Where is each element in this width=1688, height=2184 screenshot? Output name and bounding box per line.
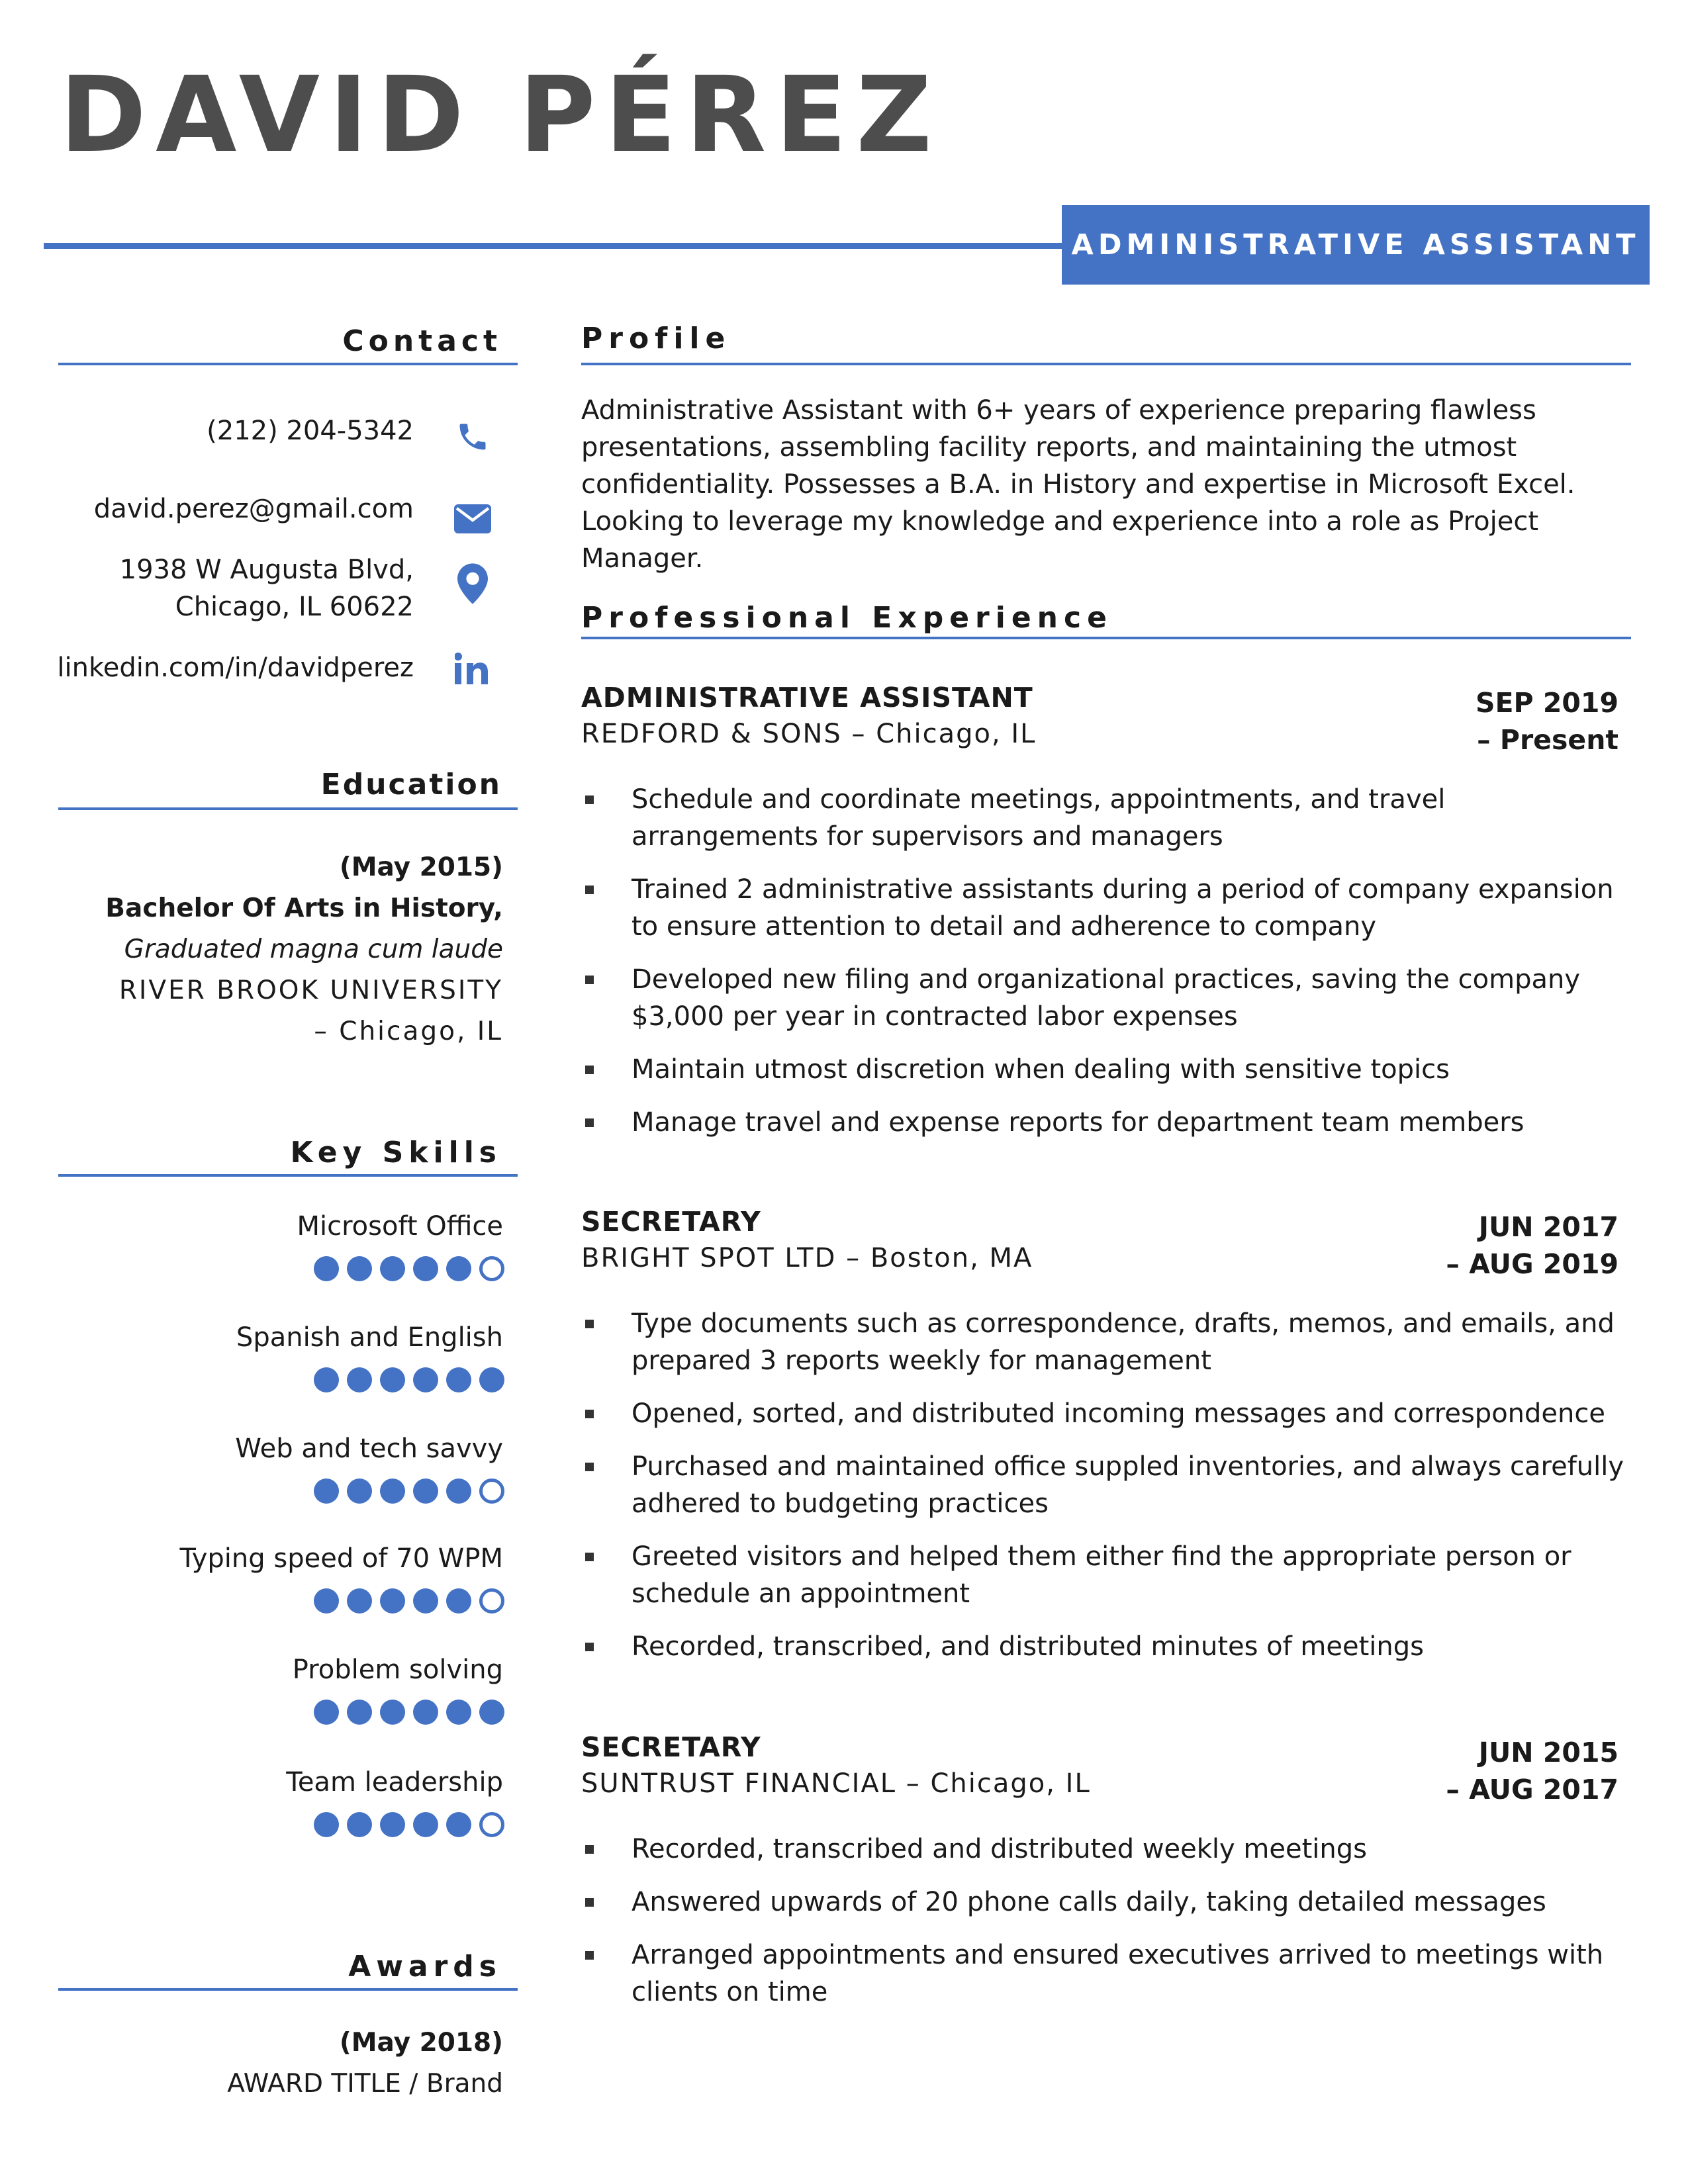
rating-dot-filled — [347, 1812, 372, 1837]
education-location: – Chicago, IL — [314, 1017, 503, 1046]
education-divider — [58, 807, 518, 810]
skill-name: Typing speed of 70 WPM — [179, 1543, 503, 1574]
skill-rating — [314, 1700, 504, 1725]
job-bullet: Type documents such as correspondence, drafts, memos, and emails, and prepared 3 reports weekly for management — [581, 1305, 1627, 1379]
profile-text: Administrative Assistant with 6+ years of experience preparing flawless presentations, assembling facility reports, and maintaining the utmost confidentiality. Possesses a B.A. in History and expertise in Microsoft Excel. Looking to leverage my knowledge and experience into a role as Project Manager. — [581, 395, 1575, 574]
rating-dot-filled — [314, 1812, 339, 1837]
job-date-start: JUN 2017 — [1478, 1211, 1618, 1243]
awards-block — [227, 2023, 503, 2105]
experience-divider — [581, 637, 1631, 639]
education-heading: Education — [320, 768, 502, 801]
skill-name: Spanish and English — [236, 1322, 503, 1353]
rating-dot-filled — [314, 1256, 339, 1281]
contact-divider — [58, 363, 518, 365]
rating-dot-filled — [479, 1700, 504, 1725]
skills-heading: Key Skills — [290, 1136, 502, 1169]
education-block — [105, 847, 503, 1052]
job-title: ADMINISTRATIVE ASSISTANT — [581, 682, 1033, 713]
envelope-icon — [453, 499, 492, 539]
rating-dot-empty — [479, 1479, 504, 1504]
skill-name: Team leadership — [286, 1767, 503, 1797]
job-date-end: – AUG 2019 — [1446, 1248, 1618, 1280]
rating-dot-filled — [380, 1700, 405, 1725]
rating-dot-filled — [314, 1367, 339, 1392]
rating-dot-filled — [380, 1367, 405, 1392]
job-bullet: Maintain utmost discretion when dealing with sensitive topics — [581, 1051, 1627, 1088]
contact-address-line2: Chicago, IL 60622 — [175, 592, 414, 622]
awards-divider — [58, 1988, 518, 1991]
contact-address-line1: 1938 W Augusta Blvd, — [119, 555, 414, 585]
job-date-end: – Present — [1477, 724, 1618, 756]
rating-dot-empty — [479, 1812, 504, 1837]
job-bullet: Greeted visitors and helped them either find the appropriate person or schedule an appointment — [581, 1538, 1627, 1612]
rating-dot-filled — [446, 1700, 471, 1725]
rating-dot-empty — [479, 1256, 504, 1281]
rating-dot-filled — [380, 1479, 405, 1504]
skill-rating — [314, 1367, 504, 1392]
skill-rating — [314, 1812, 504, 1837]
rating-dot-filled — [413, 1812, 438, 1837]
location-pin-icon — [453, 564, 492, 604]
job-bullet: Recorded, transcribed, and distributed minutes of meetings — [581, 1628, 1627, 1665]
skills-divider — [58, 1174, 518, 1177]
skill-name: Problem solving — [292, 1655, 503, 1685]
rating-dot-filled — [413, 1367, 438, 1392]
job-bullets — [581, 1305, 1627, 1681]
candidate-name: DAVID PÉREZ — [60, 54, 941, 176]
job-bullet: Trained 2 administrative assistants during a period of company expansion to ensure attention to detail and adherence to company — [581, 871, 1627, 945]
rating-dot-filled — [446, 1367, 471, 1392]
job-company: SUNTRUST FINANCIAL – Chicago, IL — [581, 1768, 1091, 1799]
rating-dot-filled — [479, 1367, 504, 1392]
rating-dot-filled — [413, 1479, 438, 1504]
profile-divider — [581, 363, 1631, 365]
job-title-banner-label: ADMINISTRATIVE ASSISTANT — [1071, 228, 1640, 261]
award-date: (May 2018) — [339, 2028, 503, 2058]
profile-heading: Profile — [581, 322, 731, 355]
rating-dot-empty — [479, 1588, 504, 1614]
job-title: SECRETARY — [581, 1206, 761, 1238]
job-bullet: Arranged appointments and ensured executives arrived to meetings with clients on time — [581, 1936, 1627, 2011]
education-honors: Graduated magna cum laude — [124, 934, 503, 964]
rating-dot-filled — [446, 1588, 471, 1614]
contact-phone: (212) 204-5342 — [207, 416, 414, 446]
rating-dot-filled — [314, 1700, 339, 1725]
skill-rating — [314, 1588, 504, 1614]
rating-dot-filled — [446, 1812, 471, 1837]
rating-dot-filled — [347, 1700, 372, 1725]
rating-dot-filled — [413, 1588, 438, 1614]
job-company: BRIGHT SPOT LTD – Boston, MA — [581, 1243, 1033, 1273]
education-date: (May 2015) — [339, 852, 503, 882]
rating-dot-filled — [347, 1588, 372, 1614]
contact-heading: Contact — [342, 324, 502, 358]
rating-dot-filled — [347, 1256, 372, 1281]
phone-icon — [453, 417, 492, 457]
rating-dot-filled — [314, 1479, 339, 1504]
job-date-start: SEP 2019 — [1476, 687, 1618, 719]
linkedin-icon[interactable] — [453, 649, 492, 688]
rating-dot-filled — [446, 1256, 471, 1281]
job-date-start: JUN 2015 — [1478, 1737, 1618, 1768]
award-title: AWARD TITLE / Brand — [227, 2069, 503, 2099]
rating-dot-filled — [380, 1588, 405, 1614]
rating-dot-filled — [314, 1588, 339, 1614]
job-company: REDFORD & SONS – Chicago, IL — [581, 719, 1037, 749]
education-school: RIVER BROOK UNIVERSITY — [118, 976, 503, 1005]
rating-dot-filled — [347, 1479, 372, 1504]
rating-dot-filled — [413, 1700, 438, 1725]
awards-heading: Awards — [348, 1950, 502, 1983]
job-bullet: Developed new filing and organizational practices, saving the company $3,000 per year in contracted labor expenses — [581, 961, 1627, 1035]
job-bullets — [581, 781, 1627, 1157]
rating-dot-filled — [413, 1256, 438, 1281]
experience-heading: Professional Experience — [581, 601, 1113, 635]
education-degree: Bachelor Of Arts in History, — [105, 893, 503, 923]
rating-dot-filled — [380, 1812, 405, 1837]
skill-rating — [314, 1256, 504, 1281]
job-title-banner — [1062, 205, 1650, 285]
rating-dot-filled — [446, 1479, 471, 1504]
header-divider — [44, 243, 1063, 249]
rating-dot-filled — [380, 1256, 405, 1281]
job-bullet: Opened, sorted, and distributed incoming messages and correspondence — [581, 1395, 1627, 1432]
contact-linkedin[interactable]: linkedin.com/in/davidperez — [57, 653, 414, 683]
job-title: SECRETARY — [581, 1731, 761, 1763]
rating-dot-filled — [347, 1367, 372, 1392]
job-bullet: Schedule and coordinate meetings, appointments, and travel arrangements for supervisors and managers — [581, 781, 1627, 855]
job-bullet: Manage travel and expense reports for department team members — [581, 1104, 1627, 1141]
job-bullet: Recorded, transcribed and distributed weekly meetings — [581, 1831, 1627, 1868]
skill-rating — [314, 1479, 504, 1504]
job-bullets — [581, 1831, 1627, 2026]
job-bullet: Answered upwards of 20 phone calls daily, taking detailed messages — [581, 1884, 1627, 1921]
job-bullet: Purchased and maintained office suppled inventories, and always carefully adhered to budgeting practices — [581, 1448, 1627, 1522]
skill-name: Web and tech savvy — [235, 1433, 503, 1464]
job-date-end: – AUG 2017 — [1446, 1774, 1618, 1805]
skill-name: Microsoft Office — [297, 1211, 503, 1242]
contact-email[interactable]: david.perez@gmail.com — [93, 494, 414, 524]
